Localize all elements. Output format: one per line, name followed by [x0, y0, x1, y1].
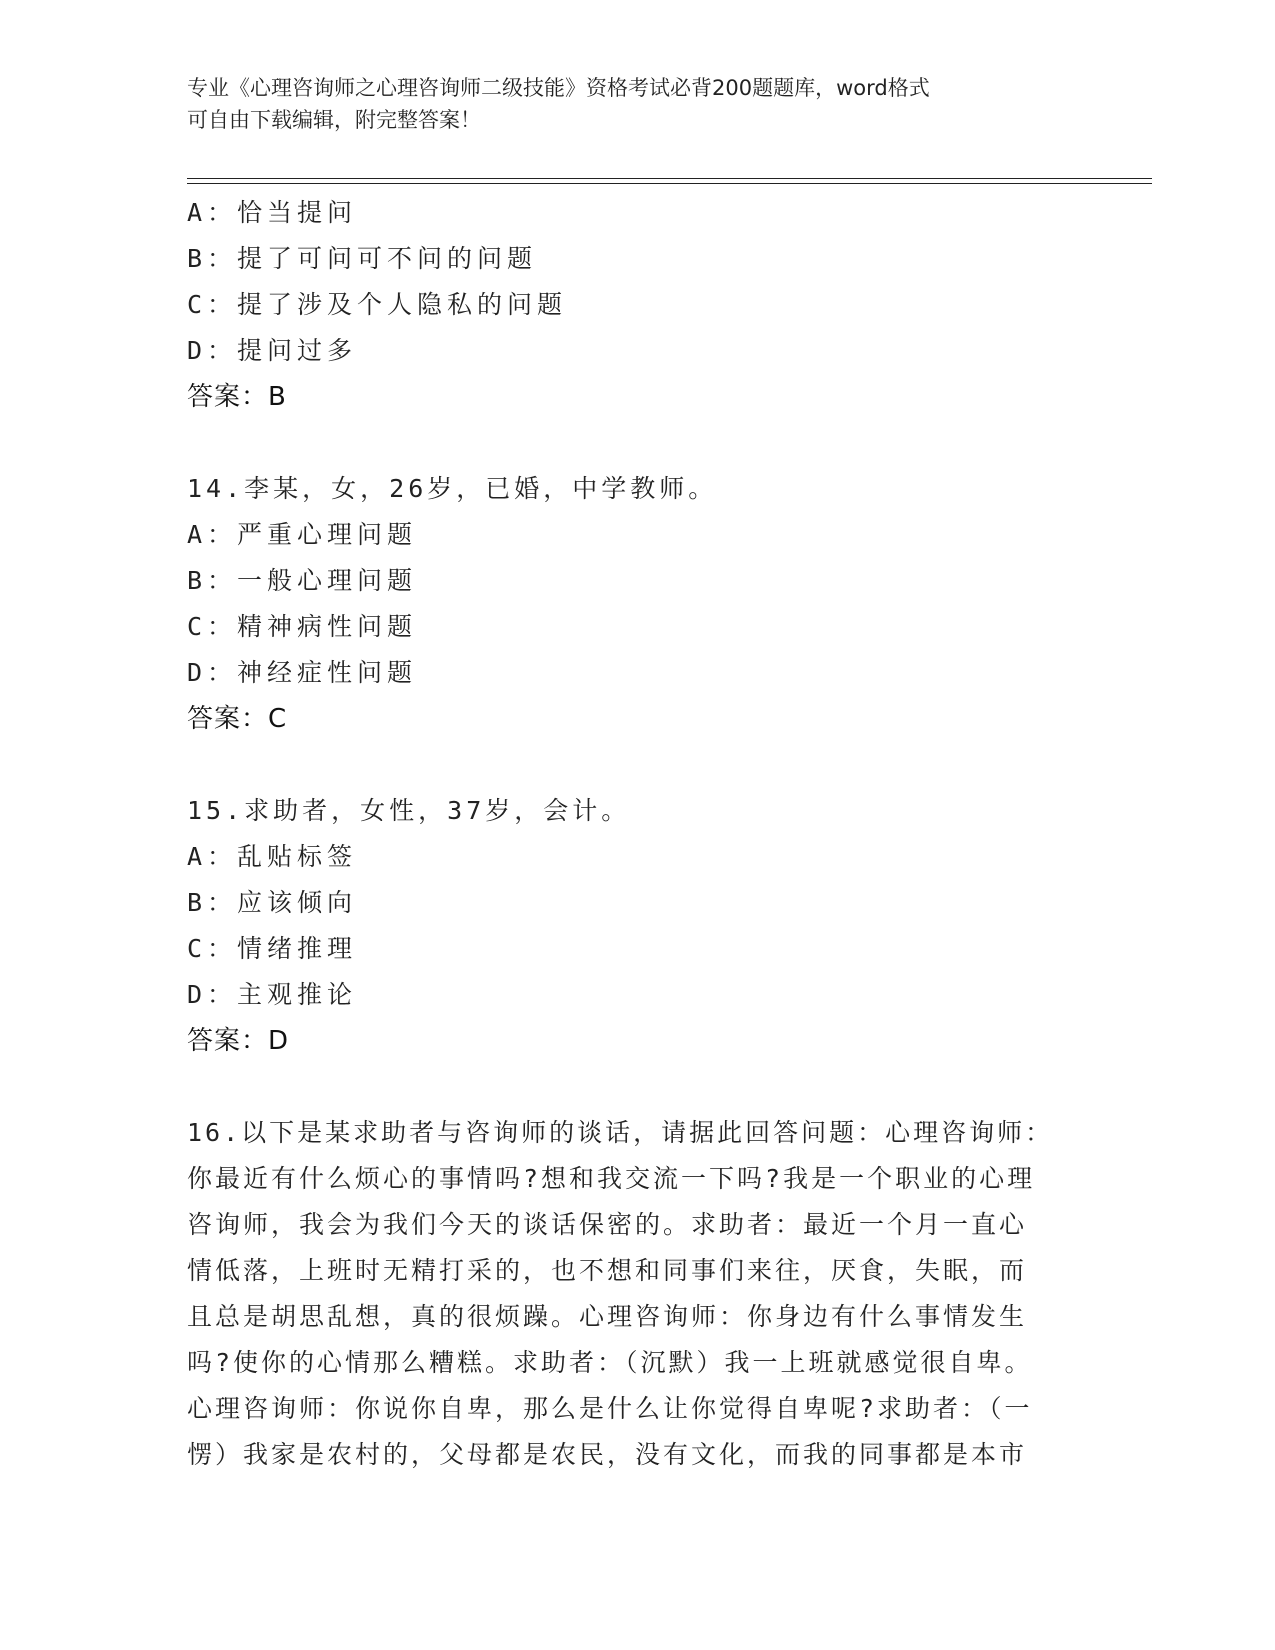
question-14: [187, 466, 1077, 742]
question-stem: 14.李某，女，26岁，已婚，中学教师。: [187, 474, 718, 503]
question-13: [187, 190, 1077, 420]
option-b: B：应该倾向: [187, 888, 358, 917]
paragraph-line: 咨询师，我会为我们今天的谈话保密的。求助者：最近一个月一直心: [187, 1210, 1028, 1239]
header-line-2: 可自由下载编辑，附完整答案！: [187, 108, 481, 132]
question-stem: 15.求助者，女性，37岁，会计。: [187, 796, 631, 825]
option-c: C：精神病性问题: [187, 612, 418, 641]
option-a: A：严重心理问题: [187, 520, 418, 549]
paragraph-line: 愣）我家是农村的，父母都是农民，没有文化，而我的同事都是本市: [187, 1440, 1028, 1469]
paragraph-line: 心理咨询师：你说你自卑，那么是什么让你觉得自卑呢?求助者：（一: [187, 1394, 1033, 1423]
option-d: D：神经症性问题: [187, 658, 418, 687]
paragraph-line: 16.以下是某求助者与咨询师的谈话，请据此回答问题：心理咨询师：: [187, 1118, 1054, 1147]
option-a: A：恰当提问: [187, 198, 358, 227]
header-line-1: 专业《心理咨询师之心理咨询师二级技能》资格考试必背200题题库，word格式: [187, 76, 930, 100]
header-rule-bottom: [187, 183, 1152, 184]
option-b: B：一般心理问题: [187, 566, 418, 595]
question-content: [187, 190, 1077, 1478]
paragraph-line: 你最近有什么烦心的事情吗?想和我交流一下吗?我是一个职业的心理: [187, 1164, 1036, 1193]
option-a: A：乱贴标签: [187, 842, 358, 871]
header-rule-top: [187, 178, 1152, 179]
question-16: [187, 1110, 1077, 1478]
option-d: D：提问过多: [187, 336, 358, 365]
paragraph-line: 吗?使你的心情那么糟糕。求助者：（沉默）我一上班就感觉很自卑。: [187, 1348, 1033, 1377]
paragraph-line: 情低落，上班时无精打采的，也不想和同事们来往，厌食，失眠，而: [187, 1256, 1028, 1285]
question-15: [187, 788, 1077, 1064]
paragraph-line: 且总是胡思乱想，真的很烦躁。心理咨询师：你身边有什么事情发生: [187, 1302, 1028, 1331]
answer: 答案：D: [187, 1026, 290, 1056]
answer: 答案：B: [187, 382, 287, 412]
option-d: D：主观推论: [187, 980, 358, 1009]
document-header: [187, 72, 1067, 136]
option-b: B：提了可问可不问的问题: [187, 244, 538, 273]
option-c: C：情绪推理: [187, 934, 358, 963]
answer: 答案：C: [187, 704, 288, 734]
option-c: C：提了涉及个人隐私的问题: [187, 290, 568, 319]
